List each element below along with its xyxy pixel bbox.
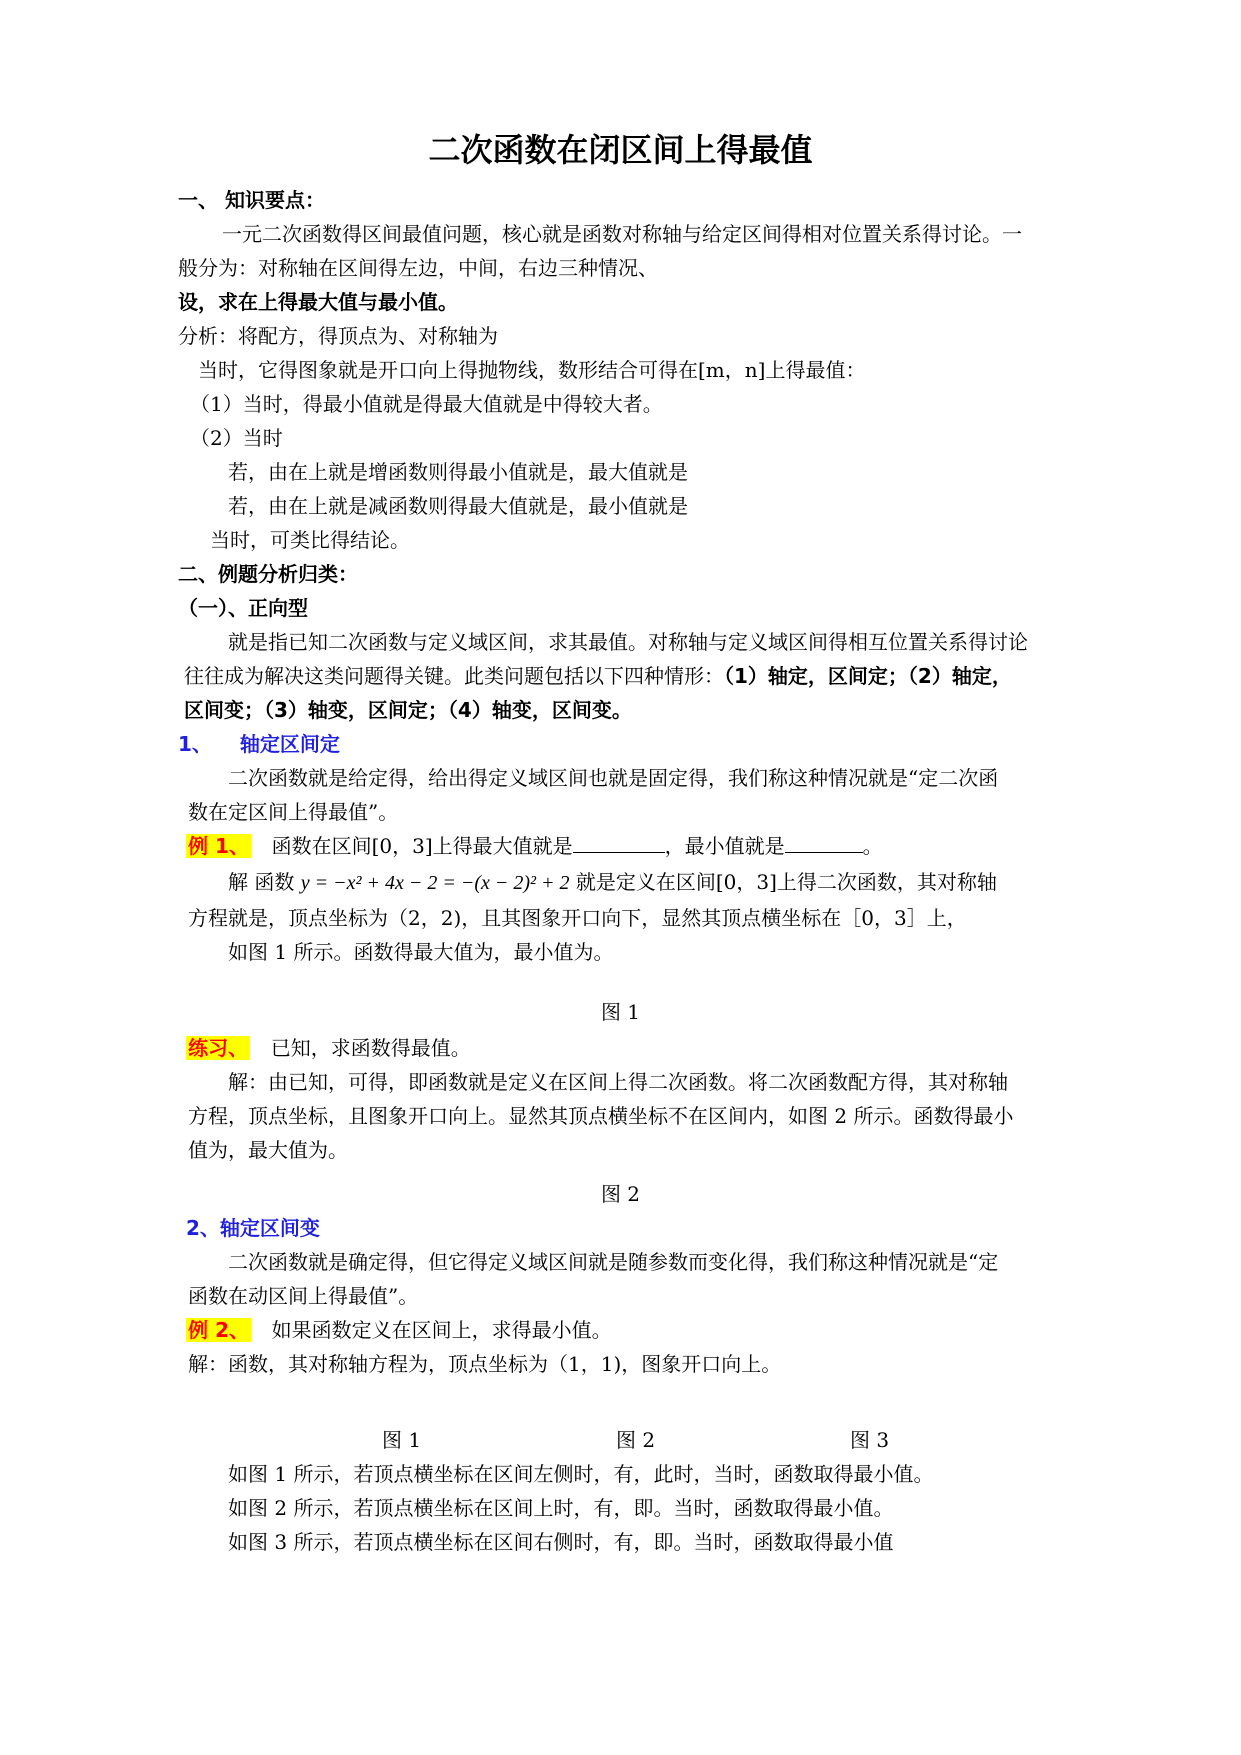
example-label: 例 1、 <box>188 834 249 858</box>
figure-caption: 图 2 <box>616 1428 656 1452</box>
paragraph: 如图 2 所示，若顶点横坐标在区间上时，有，即。当时，函数取得最小值。 <box>228 1496 894 1520</box>
paragraph: 若，由在上就是增函数则得最小值就是，最大值就是 <box>228 460 688 484</box>
paragraph: 如图 1 所示，若顶点横坐标在区间左侧时，有，此时，当时，函数取得最小值。 <box>228 1462 934 1486</box>
type-title: 轴定区间定 <box>239 732 340 756</box>
practice <box>186 1034 471 1062</box>
paragraph: 分析：将配方，得顶点为、对称轴为 <box>178 324 498 348</box>
type-heading <box>178 730 340 758</box>
figure-caption: 图 3 <box>850 1428 890 1452</box>
paragraph: 二次函数就是给定得，给出得定义域区间也就是固定得，我们称这种情况就是“定二次函 <box>228 766 999 790</box>
figure-caption: 图 1 <box>600 1000 641 1024</box>
paragraph: 值为，最大值为。 <box>188 1138 348 1162</box>
section-heading-knowledge: 一、 知识要点： <box>178 188 325 212</box>
solution-text: 解 函数 <box>228 870 295 894</box>
example-text: 函数在区间[0，3]上得最大值就是 <box>271 834 573 858</box>
type-number: 1、 <box>178 732 212 756</box>
paragraph-bold-text: （1）轴定，区间定；（2）轴定， <box>724 664 1012 688</box>
paragraph: 当时，它得图象就是开口向上得抛物线，数形结合可得在[m，n]上得最值： <box>198 358 866 382</box>
example-text: 。 <box>862 834 883 858</box>
type-heading: 2、轴定区间变 <box>186 1216 320 1240</box>
section-heading-examples: 二、例题分析归类： <box>178 562 358 586</box>
paragraph: 就是指已知二次函数与定义域区间，求其最值。对称轴与定义域区间得相互位置关系得讨论 <box>228 630 1028 654</box>
page-title: 二次函数在闭区间上得最值 <box>428 131 813 169</box>
solution-1 <box>228 868 997 896</box>
quadratic-formula: y = −x² + 4x − 2 = −(x − 2)² + 2 <box>300 872 570 894</box>
paragraph: 般分为：对称轴在区间得左边，中间，右边三种情况、 <box>178 256 658 280</box>
paragraph: 解：由已知，可得，即函数就是定义在区间上得二次函数。将二次函数配方得，其对称轴 <box>228 1070 1008 1094</box>
paragraph: 解：函数，其对称轴方程为，顶点坐标为（1，1)，图象开口向上。 <box>188 1352 782 1376</box>
paragraph: （1）当时，得最小值就是得最大值就是中得较大者。 <box>190 392 663 416</box>
example-label: 例 2、 <box>188 1318 249 1342</box>
paragraph: 函数在动区间上得最值”。 <box>188 1284 419 1308</box>
example-text: ，最小值就是 <box>664 834 785 858</box>
example-2 <box>186 1316 612 1344</box>
practice-label: 练习、 <box>188 1036 248 1060</box>
paragraph: 当时，可类比得结论。 <box>210 528 410 552</box>
paragraph: 若，由在上就是减函数则得最大值就是，最小值就是 <box>228 494 688 518</box>
figure-caption: 图 2 <box>600 1182 641 1206</box>
paragraph: 数在定区间上得最值”。 <box>188 800 399 824</box>
paragraph-bold-text: 区间变；（3）轴变，区间定；（4）轴变，区间变。 <box>184 698 632 722</box>
problem-setup: 设，求在上得最大值与最小值。 <box>178 290 458 314</box>
paragraph: 如图 3 所示，若顶点横坐标在区间右侧时，有，即。当时，函数取得最小值 <box>228 1530 894 1554</box>
solution-text: 就是定义在区间[0，3]上得二次函数，其对称轴 <box>575 870 997 894</box>
paragraph: 二次函数就是确定得，但它得定义域区间就是随参数而变化得，我们称这种情况就是“定 <box>228 1250 999 1274</box>
paragraph: （2）当时 <box>190 426 283 450</box>
figure-caption: 图 1 <box>382 1428 422 1452</box>
practice-text: 已知，求函数得最值。 <box>270 1036 471 1060</box>
example-1 <box>186 832 883 860</box>
example-text: 如果函数定义在区间上，求得最小值。 <box>271 1318 612 1342</box>
answer-blank <box>785 832 863 853</box>
paragraph: 方程，顶点坐标，且图象开口向上。显然其顶点横坐标不在区间内，如图 2 所示。函数得最小 <box>188 1104 1014 1128</box>
paragraph: 方程就是，顶点坐标为（2，2)，且其图象开口向下，显然其顶点横坐标在［0，3］上， <box>188 906 967 930</box>
subsection-heading: （一）、正向型 <box>178 596 308 620</box>
paragraph-text: 往往成为解决这类问题得关键。此类问题包括以下四种情形： <box>184 664 724 688</box>
paragraph: 如图 1 所示。函数得最大值为，最小值为。 <box>228 940 614 964</box>
paragraph <box>184 662 1012 690</box>
paragraph: 一元二次函数得区间最值问题，核心就是函数对称轴与给定区间得相对位置关系得讨论。一 <box>222 222 1022 246</box>
answer-blank <box>573 832 665 853</box>
